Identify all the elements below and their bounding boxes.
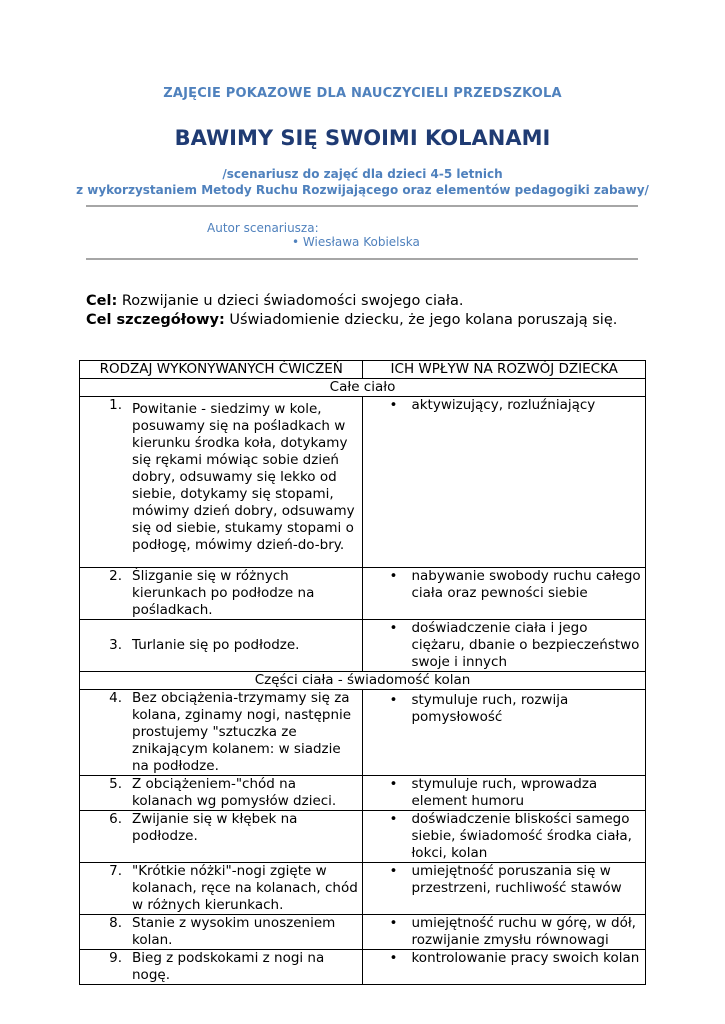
goal-detail-label: Cel szczegółowy: (86, 312, 225, 328)
row-number: 5. (109, 776, 122, 792)
goal-detail (86, 311, 617, 330)
bullet: • (389, 915, 398, 931)
table-row (80, 863, 646, 915)
effect-text: doświadczenie ciała i jego ciężaru, dbanie o bezpieczeństwo swoje i innych (411, 620, 640, 670)
section-whole-body: Całe ciało (80, 379, 646, 397)
row-number: 7. (109, 863, 122, 879)
exercise-text: Zwijanie się w kłębek na podłodze. (132, 811, 298, 844)
exercise-text: Bieg z podskokami z nogi na nogę. (132, 950, 325, 983)
subtitle-line-2: z wykorzystaniem Metody Ruchu Rozwijającego oraz elementów pedagogiki zabawy/ (76, 183, 649, 197)
row-number: 4. (109, 690, 122, 706)
goal-main-text: Rozwijanie u dzieci świadomości swojego ciała. (117, 293, 464, 309)
column-header-exercises: RODZAJ WYKONYWANYCH ĆWICZEŃ (80, 361, 363, 379)
table-row (80, 811, 646, 863)
goal-main-label: Cel: (86, 293, 118, 309)
bullet: • (389, 620, 398, 636)
row-number: 1. (109, 397, 122, 413)
table-row (80, 397, 646, 568)
subtitle-line-1: /scenariusz do zajęć dla dzieci 4-5 letnich (222, 167, 503, 181)
row-number: 2. (109, 568, 122, 584)
divider-top (86, 205, 638, 207)
effect-text: stymuluje ruch, rozwija pomysłowość (411, 692, 569, 725)
bullet: • (389, 811, 398, 827)
exercise-text: Turlanie się po podłodze. (132, 637, 300, 653)
exercise-text: "Krótkie nóżki"-nogi zgięte w kolanach, ręce na kolanach, chód w różnych kierunkach. (132, 863, 358, 913)
column-header-effects: ICH WPŁYW NA ROZWÓJ DZIECKA (363, 361, 646, 379)
table-row (80, 776, 646, 811)
author-label: Autor scenariusza: (207, 221, 319, 235)
table-row (80, 568, 646, 620)
subtitle (0, 166, 725, 198)
bullet: • (389, 863, 398, 879)
author-name: • Wiesława Kobielska (292, 235, 420, 249)
header-top-title: ZAJĘCIE POKAZOWE DLA NAUCZYCIELI PRZEDSZKOLA (163, 86, 562, 101)
exercise-text: Powitanie - siedzimy w kole, posuwamy się na pośladkach w kierunku środka koła, dotykamy się rękami mówiąc sobie dzień dobry, odsuwamy się lekko od siebie, dotykamy się stopami, mówimy dzień dobry, odsuwamy się od siebie, stukamy stopami o podłogę, mówimy dzień-do-bry. (132, 401, 355, 553)
row-number: 8. (109, 915, 122, 931)
row-number: 9. (109, 950, 122, 966)
goal-main (86, 292, 617, 311)
exercise-text: Ślizganie się w różnych kierunkach po podłodze na pośladkach. (132, 568, 315, 618)
exercise-text: Bez obciążenia-trzymamy się za kolana, zginamy nogi, następnie prostujemy "sztuczka ze znikającym kolanem: w siadzie na podłodze. (132, 690, 352, 774)
effect-text: kontrolowanie pracy swoich kolan (411, 950, 640, 966)
row-number: 6. (109, 811, 122, 827)
section-body-parts: Części ciała - świadomość kolan (80, 672, 646, 690)
effect-text: nabywanie swobody ruchu całego ciała oraz pewności siebie (411, 568, 641, 601)
bullet: • (389, 568, 398, 584)
table-row (80, 690, 646, 776)
main-title: BAWIMY SIĘ SWOIMI KOLANAMI (174, 126, 551, 150)
effect-text: doświadczenie bliskości samego siebie, świadomość środka ciała, łokci, kolan (411, 811, 632, 861)
effect-text: aktywizujący, rozluźniający (411, 397, 596, 413)
bullet: • (389, 692, 398, 708)
row-number: 3. (109, 637, 122, 653)
table-row (80, 950, 646, 985)
goals (86, 292, 617, 330)
exercise-table (79, 360, 646, 985)
exercise-text: Stanie z wysokim unoszeniem kolan. (132, 915, 336, 948)
effect-text: umiejętność ruchu w górę, w dół, rozwijanie zmysłu równowagi (411, 915, 636, 948)
bullet: • (389, 397, 398, 413)
exercise-text: Z obciążeniem-"chód na kolanach wg pomysłów dzieci. (132, 776, 337, 809)
bullet: • (389, 950, 398, 966)
divider-bottom (86, 258, 638, 260)
goal-detail-text: Uświadomienie dziecku, że jego kolana poruszają się. (224, 312, 618, 328)
table-row (80, 620, 646, 672)
effect-text: stymuluje ruch, wprowadza element humoru (411, 776, 598, 809)
table-row (80, 915, 646, 950)
bullet: • (389, 776, 398, 792)
effect-text: umiejętność poruszania się w przestrzeni, ruchliwość stawów (411, 863, 622, 896)
